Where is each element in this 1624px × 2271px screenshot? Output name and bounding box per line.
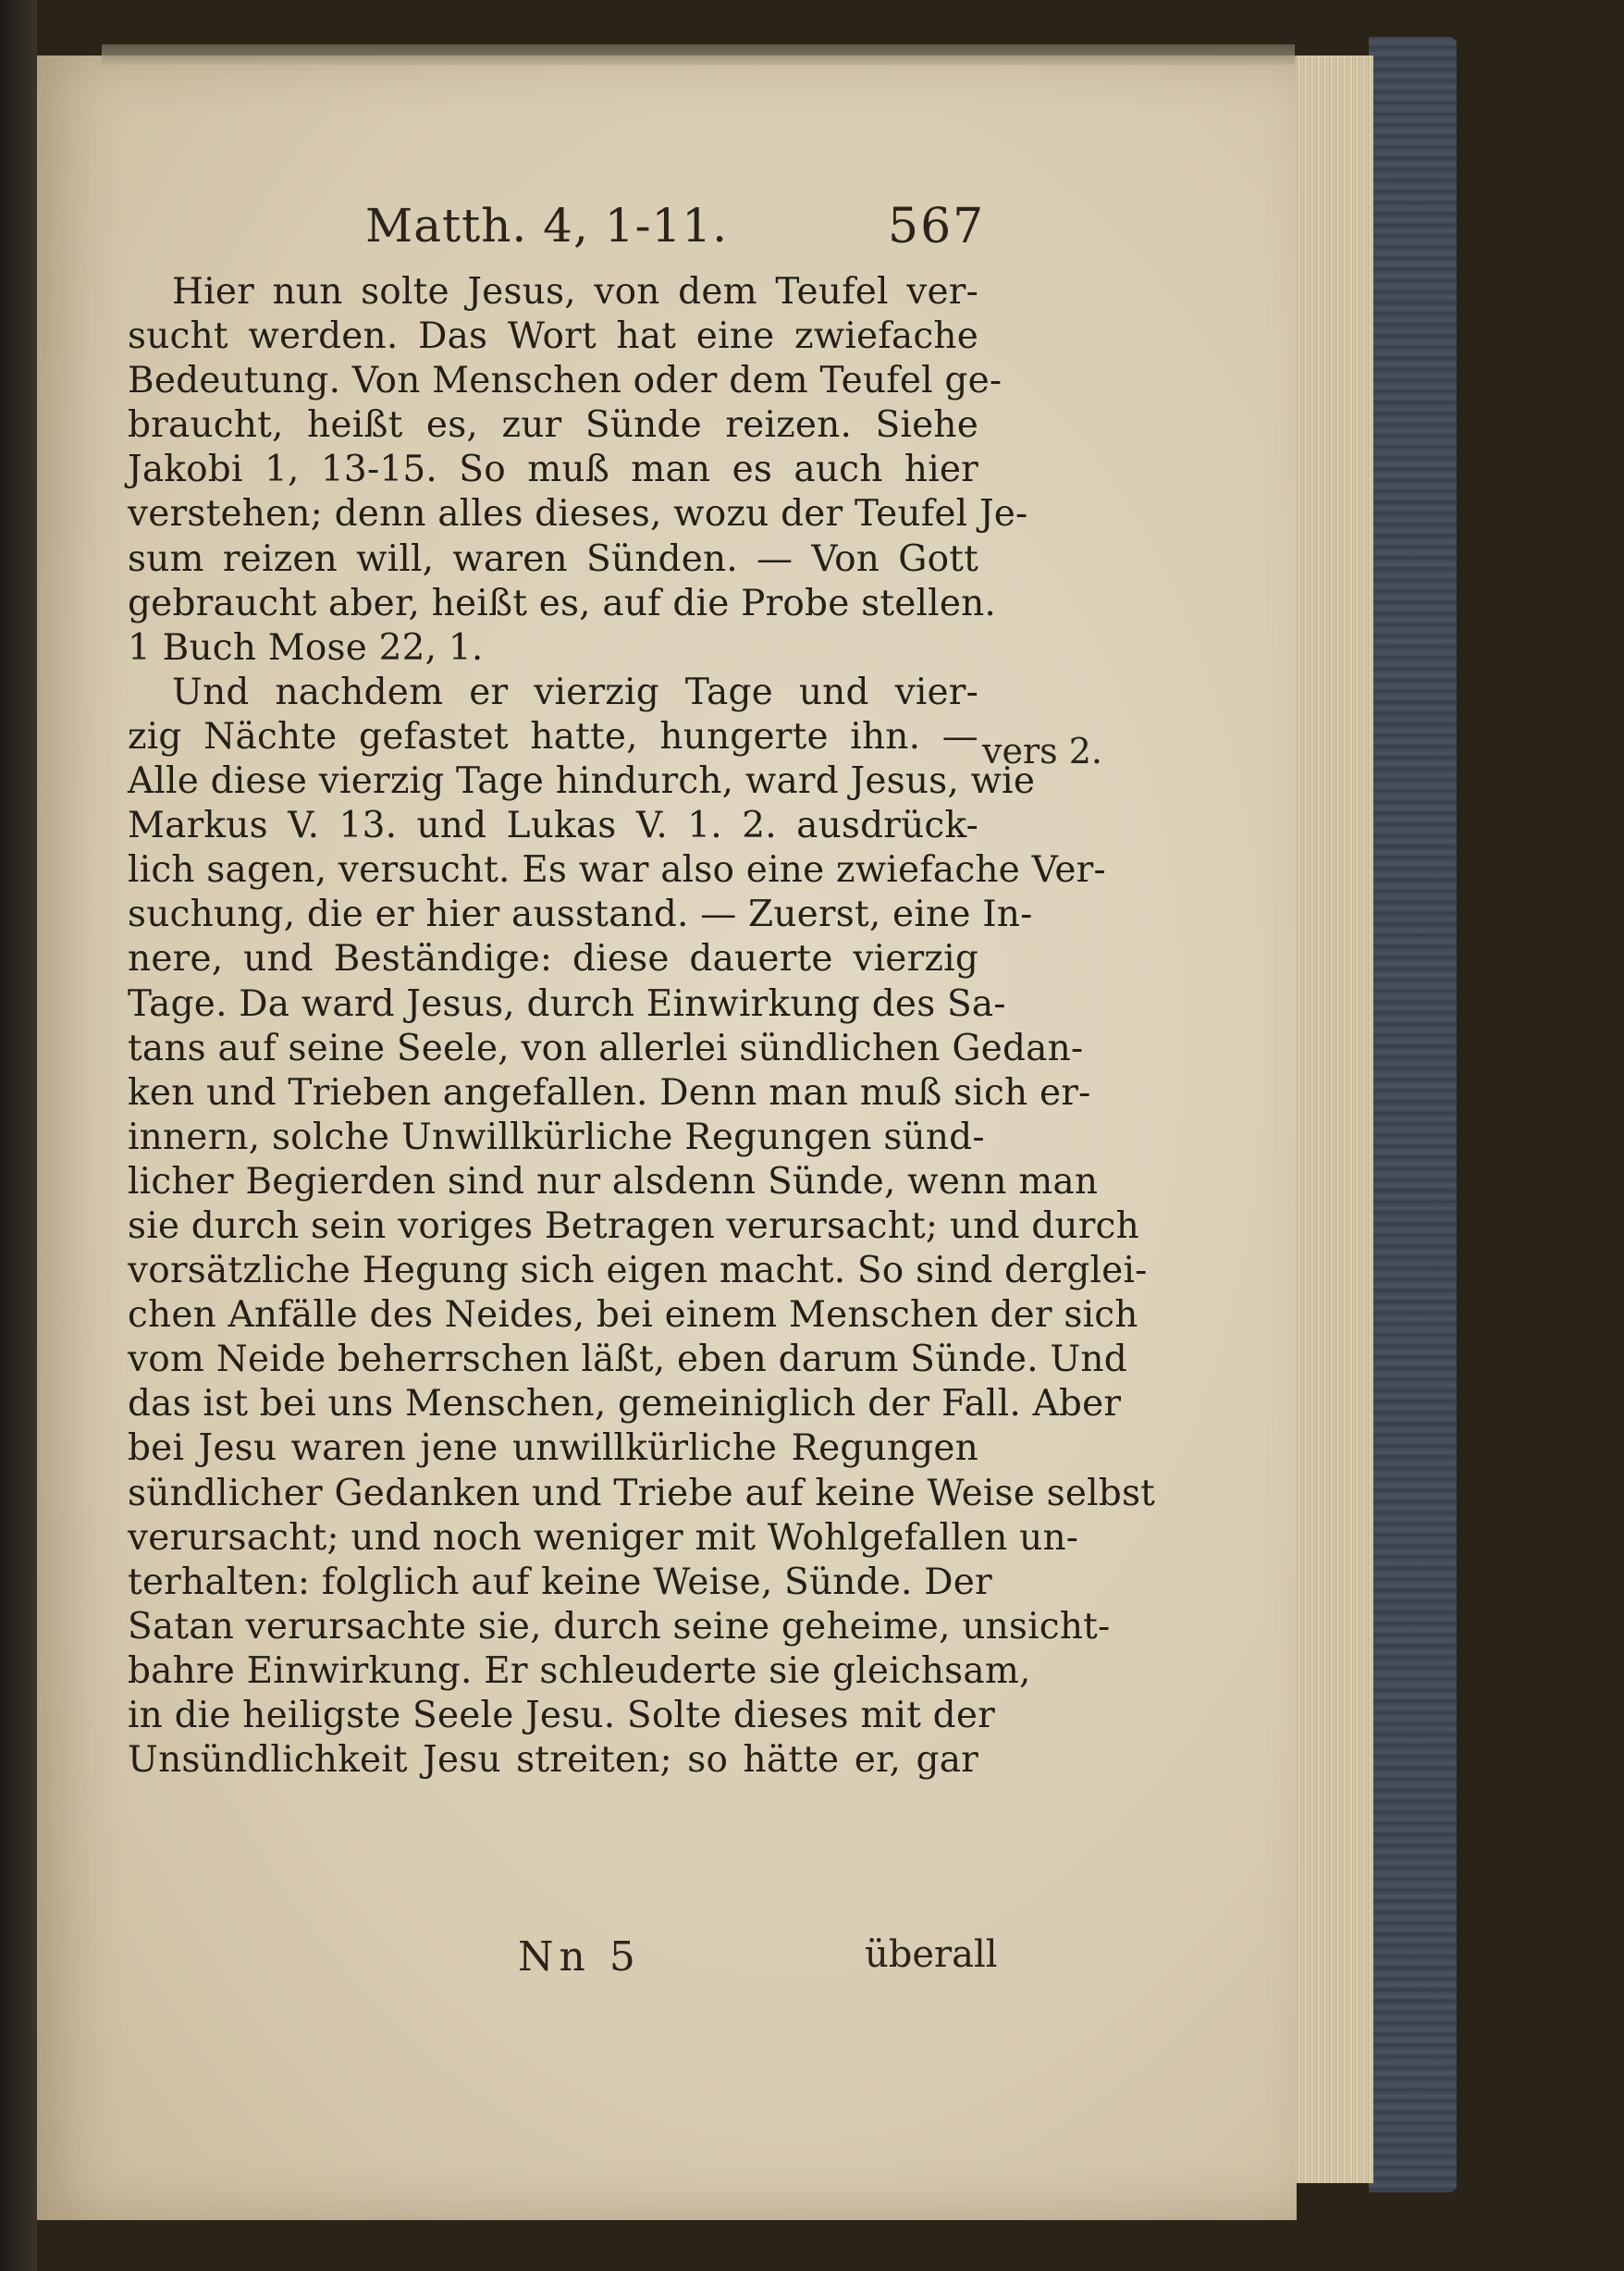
text-line: nere, und Beständige: diese dauerte vierzig bbox=[128, 938, 978, 981]
text-line: 1 Buch Mose 22, 1. bbox=[128, 626, 484, 669]
text-line: lich sagen, versucht. Es war also eine zwiefache Ver- bbox=[128, 849, 1106, 892]
text-line: suchung, die er hier ausstand. — Zuerst, eine In- bbox=[128, 894, 1033, 936]
text-line: chen Anfälle des Neides, bei einem Menschen der sich bbox=[128, 1294, 1138, 1337]
text-line: Markus V. 13. und Lukas V. 1. 2. ausdrück- bbox=[128, 805, 978, 847]
catchword: überall bbox=[865, 1933, 998, 1976]
page-number: 567 bbox=[888, 199, 986, 254]
text-line: sündlicher Gedanken und Triebe auf keine Weise selbst bbox=[128, 1472, 1156, 1514]
text-line: Unsündlichkeit Jesu streiten; so hätte er, gar bbox=[128, 1739, 978, 1782]
text-line: bahre Einwirkung. Er schleuderte sie gleichsam, bbox=[128, 1649, 1031, 1692]
text-line: Jakobi 1, 13-15. So muß man es auch hier bbox=[128, 449, 978, 491]
text-line: gebraucht aber, heißt es, auf die Probe stellen. bbox=[128, 582, 997, 624]
signature-mark: Nn 5 bbox=[518, 1933, 641, 1981]
text-line: tans auf seine Seele, von allerlei sündlichen Gedan- bbox=[128, 1027, 1084, 1069]
text-line: das ist bei uns Menschen, gemeiniglich der Fall. Aber bbox=[128, 1383, 1122, 1426]
text-line: Satan verursachte sie, durch seine geheime, unsicht- bbox=[128, 1605, 1111, 1648]
book-cover-right bbox=[1369, 37, 1457, 2192]
page-top-bleed bbox=[102, 44, 1295, 65]
text-line: sucht werden. Das Wort hat eine zwiefache bbox=[128, 315, 978, 358]
text-line: innern, solche Unwillkürliche Regungen sünd- bbox=[128, 1116, 985, 1158]
text-line: vorsätzliche Hegung sich eigen macht. So sind derglei- bbox=[128, 1250, 1148, 1292]
text-line: Hier nun solte Jesus, von dem Teufel ver- bbox=[172, 271, 978, 313]
text-line: braucht, heißt es, zur Sünde reizen. Siehe bbox=[128, 404, 978, 447]
text-line: verursacht; und noch weniger mit Wohlgefallen un- bbox=[128, 1516, 1079, 1559]
margin-note: vers 2. bbox=[982, 731, 1102, 771]
text-line: Bedeutung. Von Menschen oder dem Teufel ge- bbox=[128, 360, 1003, 402]
text-line: zig Nächte gefastet hatte, hungerte ihn. — bbox=[128, 715, 978, 758]
page-header bbox=[0, 199, 1624, 264]
text-line: bei Jesu waren jene unwillkürliche Regungen bbox=[128, 1427, 978, 1470]
page-edges bbox=[1295, 56, 1373, 2183]
running-head: Matth. 4, 1-11. bbox=[365, 199, 729, 253]
text-line: verstehen; denn alles dieses, wozu der Teufel Je- bbox=[128, 493, 1028, 536]
text-line: Alle diese vierzig Tage hindurch, ward Jesus, wie bbox=[128, 760, 1036, 803]
text-line: sie durch sein voriges Betragen verursacht; und durch bbox=[128, 1204, 1139, 1247]
text-line: Tage. Da ward Jesus, durch Einwirkung des Sa- bbox=[128, 982, 1006, 1025]
book-cover-left bbox=[0, 0, 37, 2271]
text-line: sum reizen will, waren Sünden. — Von Gott bbox=[128, 537, 978, 580]
text-line: in die heiligste Seele Jesu. Solte dieses mit der bbox=[128, 1695, 995, 1736]
text-line: Und nachdem er vierzig Tage und vier- bbox=[172, 671, 978, 713]
text-line: ken und Trieben angefallen. Denn man muß sich er- bbox=[128, 1071, 1091, 1114]
text-line: vom Neide beherrschen läßt, eben darum Sünde. Und bbox=[128, 1339, 1127, 1381]
text-line: licher Begierden sind nur alsdenn Sünde, wenn man bbox=[128, 1160, 1099, 1203]
text-line: terhalten: folglich auf keine Weise, Sünde. Der bbox=[128, 1561, 992, 1603]
